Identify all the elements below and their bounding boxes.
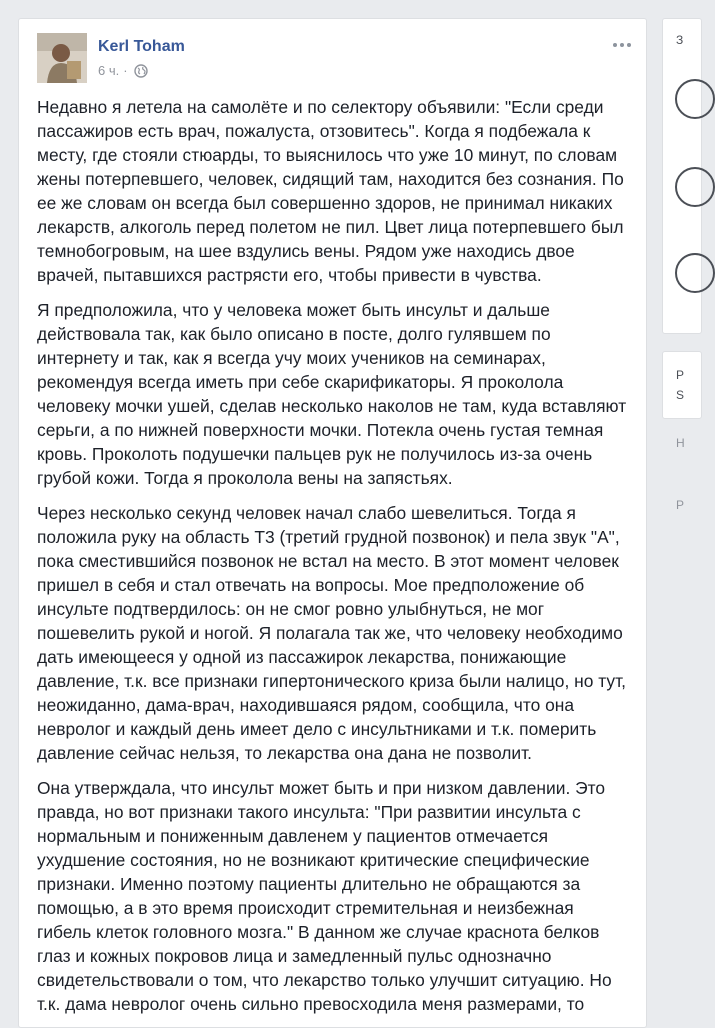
avatar-image — [37, 33, 87, 83]
sidebar-text-1: Р — [676, 368, 685, 382]
post-paragraph-4: Она утверждала, что инсульт может быть и при низком давлении. Это правда, но вот признаки такого инсульта: "При развитии инсульта с нормальным и пониженным давленем у пациентов отмечается ухудшение состояния, но не возникают критические специфические признаки. Именно поэтому пациенты длительно не обращаются за помощью, а в это время происходит стремительная и неизбежная гибель клеток головного мозга." В данном же случае краснота белков глаз и кожных покровов лица и замедленный пульс однозначно свидетельствовали о том, что лекарство только улучшит ситуацию. Но т.к. дама невролог очень сильно превосходила меня размерами, то — [37, 778, 612, 1014]
post-meta — [98, 63, 148, 78]
meta-separator: · — [123, 63, 128, 78]
sidebar-card-2 — [662, 351, 702, 419]
post-paragraph-1: Недавно я летела на самолёте и по селектору объявили: "Если среди пассажиров есть врач, пожалуста, отзовитесь". Когда я подбежала к месту, где стояли стюарды, то выяснилось что уже 10 минут, по словам жены потерпевшего, человек, сидящий там, находится без сознания. По ее же словам он всегда был совершенно здоров, не принимал никаких лекарств, алкоголь перед полетом не пил. Цвет лица потерпевшего был темнобогровым, на шее вздулись вены. Рядом уже находись двое врачей, пытавшихся растрясти его, чтобы привести в чувства. — [37, 97, 624, 285]
sidebar-footer-2[interactable]: Р — [676, 498, 685, 512]
sidebar-avatar-3[interactable] — [675, 253, 715, 293]
sidebar-card — [662, 18, 702, 334]
avatar[interactable] — [37, 33, 87, 83]
post-header — [19, 19, 646, 95]
sidebar-footer-1[interactable]: Н — [676, 436, 685, 450]
post-paragraph-2: Я предположила, что у человека может быть инсульт и дальше действовала так, как было описано в посте, долго гулявшем по интернету и так, как я всегда учу моих учеников на семинарах, рекомендуя всегда иметь при себе скарификаторы. Я проколола человеку мочки ушей, сделав несколько наколов не там, куда вставляют серьги, а по нижней поверхности мочки. Потекла очень густая темная кровь. Проколоть подушечки пальцев рук не получилось из-за очень грубой кожи. Тогда я проколола вены на запястьях. — [37, 300, 627, 488]
sidebar-avatar-1[interactable] — [675, 79, 715, 119]
more-icon[interactable] — [608, 33, 636, 57]
post-time[interactable]: 6 ч. — [98, 63, 120, 78]
post-card — [18, 18, 647, 1028]
author-name[interactable]: Kerl Toham — [98, 38, 185, 55]
sidebar-text-2: S — [676, 388, 685, 402]
globe-icon[interactable] — [134, 64, 148, 78]
sidebar-avatar-2[interactable] — [675, 167, 715, 207]
post-paragraph-3: Через несколько секунд человек начал слабо шевелиться. Тогда я положила руку на область Т3 (третий грудной позвонок) и пела звук "А", пока сместившийся позвонок не встал на место. В этот момент человек пришел в себя и стал отвечать на вопросы. Мое предположение об инсульте подтвердилось: он не смог ровно улыбнуться, не мог пошевелить рукой и ногой. Я полагала так же, что человеку необходимо дать имеющееся у одной из пассажирок лекарства, понижающие давление, т.к. все признаки гипертонического криза были налицо, но тут, неожиданно, дама-врач, находившаяся рядом, сообщила, что она невролог и каждый день имеет дело с инсультниками и т.к. померить давление сейчас нельзя, то лекарства она дана не позволит. — [37, 503, 626, 763]
post-body — [19, 95, 646, 1016]
sidebar-heading: З — [676, 33, 684, 47]
